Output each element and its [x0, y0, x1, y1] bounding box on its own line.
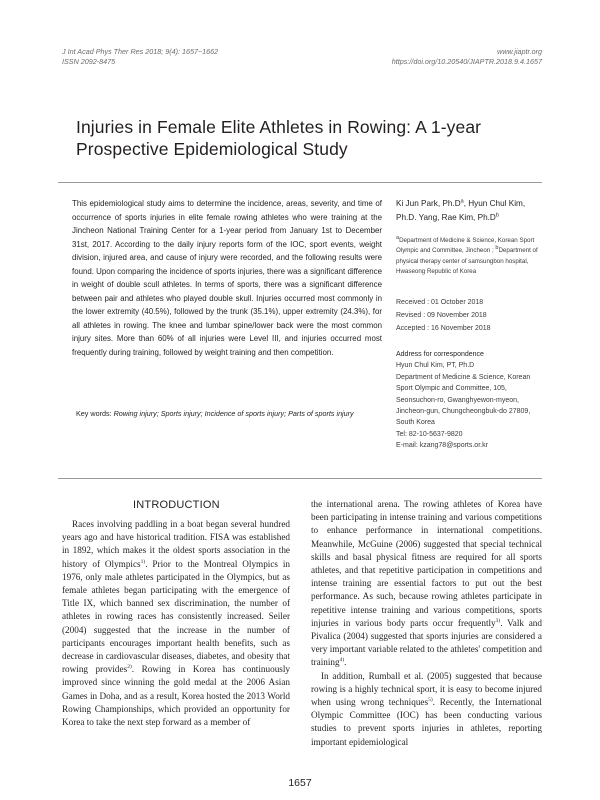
author-line-1: Ki Jun Park, Ph.D — [396, 199, 461, 208]
text-run: the international arena. The rowing athletes of Korea have been participating in intense training and various competitions to enhance performance in international competitions. Meanwhile, McGuine (2006) suggested that special technical skills and basal physical fitness are required for all sports athletes, and that repetitive participation in competitions and intense training are essential factors to put out the best performance. As such, because rowing athletes participate in repetitive intense training and various competitions, sports injuries in various body parts occur frequently — [311, 499, 542, 628]
page-number: 1657 — [288, 777, 312, 789]
correspondence-address: Department of Medicine & Science, Korean Sport Olympic and Committee, 105, Seonsuchon-ro, Gwanghyewon-myeon, Jincheon-gun, Chungcheongbuk-do 27809, South Korea — [396, 373, 531, 427]
text-run: . Prior to the Montreal Olympics in 1976, only male athletes participated in the Olympics, but as female athletes began participating with the emergence of Title IX, which banned sex discrimination, the number of athletes in rowing races has consistently increased. Seiler (2004) suggested that the increase in the number of participants encourages important health benefits, such as decrease in cardiovascular diseases, diabetes, and obesity that rowing provides — [62, 558, 291, 675]
citation-ref: 2) — [127, 664, 132, 671]
top-divider — [58, 182, 542, 183]
correspondence-email[interactable]: E-mail: kzang78@sports.or.kr — [396, 442, 488, 450]
correspondence-name: Hyun Chul Kim, PT, Ph.D — [396, 362, 475, 370]
affiliation-a: Department of Medicine & Science, Korean Sport Olympic and Committee, Jincheon ; — [396, 237, 535, 255]
affiliation-b: Department of physical therapy center of samsungbon hospital, Hwaseong Republic of Korea — [396, 247, 538, 275]
abstract: This epidemiological study aims to determine the incidence, areas, severity, and time of occurrence of sports injuries in elite female rowing athletes who were training at the Jincheon National Training Center for a 1-year period from January 1st to December 31st, 2017. According to the daily injury reports form of the IOC, sport events, weight division, injured area, and cause of injury were recorded, and the following results were found. Upon comparing the incidence of sports injuries, there was a significant difference in weight of double scull athletes. In terms of sports, there was a significant difference between pair and athletes who played double skull. Injuries occurred most commonly in the lower extremity (40.5%), followed by the trunk (35.1%), upper extremity (24.3%), for all athletes in rowing. The knee and lumbar spine/lower back were the most common injury sites. More than 60% of all injuries were Level III, and injuries occurred most frequently during training, followed by weight training and then competition. — [72, 199, 382, 358]
citation-ref: 1) — [140, 558, 146, 565]
paragraph — [311, 498, 542, 670]
text-run: Races involving paddling in a boat began several hundred years ago and have historical tradition. FISA was established in 1892, which makes it the oldest sports association in the history of Olympics — [62, 519, 290, 569]
paragraph — [311, 670, 542, 749]
text-run: . Recently, the International Olympic Committee (IOC) has been conducting various studies to prevent sports injuries in athletes, reporting important epidemiological — [311, 697, 542, 747]
author-sup-b: b — [495, 211, 499, 218]
text-run: . Valk and Pivalica (2004) suggested that sports injuries are considered a very important variable related to the athletes' competition and training — [311, 617, 542, 668]
keywords-text: Rowing injury; Sports injury; Incidence of sports injury; Parts of sports injury — [113, 409, 354, 418]
citation-ref: 5) — [428, 696, 433, 703]
author-sup-a: a — [460, 198, 464, 205]
bottom-divider — [58, 478, 542, 479]
paragraph — [62, 518, 290, 729]
affiliations — [396, 236, 548, 277]
correspondence — [396, 349, 548, 452]
journal-url[interactable]: www.jiaptr.org — [497, 47, 542, 56]
keywords — [76, 409, 386, 419]
author-line-2: Ph.D. Yang, Rae Kim, Ph.D — [396, 212, 496, 222]
text-run: In addition, Rumball et al. (2005) suggested that because rowing is a highly technical sport, it is easy to become injured when using wrong techniques — [311, 670, 542, 708]
journal-header-left — [62, 47, 218, 67]
keywords-label: Key words: — [76, 409, 112, 418]
paper-title — [76, 116, 546, 160]
received-date: Received : 01 October 2018 — [396, 299, 484, 306]
text-run: . — [344, 657, 347, 668]
citation-ref: 3) — [495, 617, 501, 624]
correspondence-tel: Tel: 82-10-5637-9820 — [396, 430, 463, 438]
affil-sup-b: b — [495, 245, 499, 252]
revised-date: Revised : 09 November 2018 — [396, 311, 487, 319]
section-heading-introduction: INTRODUCTION — [133, 499, 220, 511]
title-line-2: Prospective Epidemiological Study — [76, 139, 348, 159]
journal-citation: J Int Acad Phys Ther Res 2018; 9(4): 1657~1662 — [62, 47, 219, 56]
authors — [396, 197, 546, 224]
issn: ISSN 2092-8475 — [62, 57, 116, 66]
accepted-date: Accepted : 16 November 2018 — [396, 324, 491, 332]
article-dates — [396, 297, 546, 335]
citation-ref: 4) — [339, 657, 345, 664]
body-column-left — [62, 518, 290, 729]
correspondence-heading: Address for correspondence — [396, 351, 484, 358]
text-run: . Rowing in Korea has continuously improved since winning the gold medal at the 2006 Asian Games in Doha, and as a result, Korea hosted the 2013 World Rowing Championships, which provided an opportunity for Korea to take the next step forward as a member of — [62, 664, 291, 728]
body-column-right — [311, 498, 542, 749]
affil-sup-a: a — [396, 234, 400, 241]
title-line-1: Injuries in Female Elite Athletes in Rowing: A 1-year — [76, 117, 482, 137]
journal-header-right — [392, 47, 542, 67]
author-line-1b: , Hyun Chul Kim, — [463, 199, 526, 208]
doi-link[interactable]: https://doi.org/10.20540/JIAPTR.2018.9.4.1657 — [391, 57, 542, 66]
